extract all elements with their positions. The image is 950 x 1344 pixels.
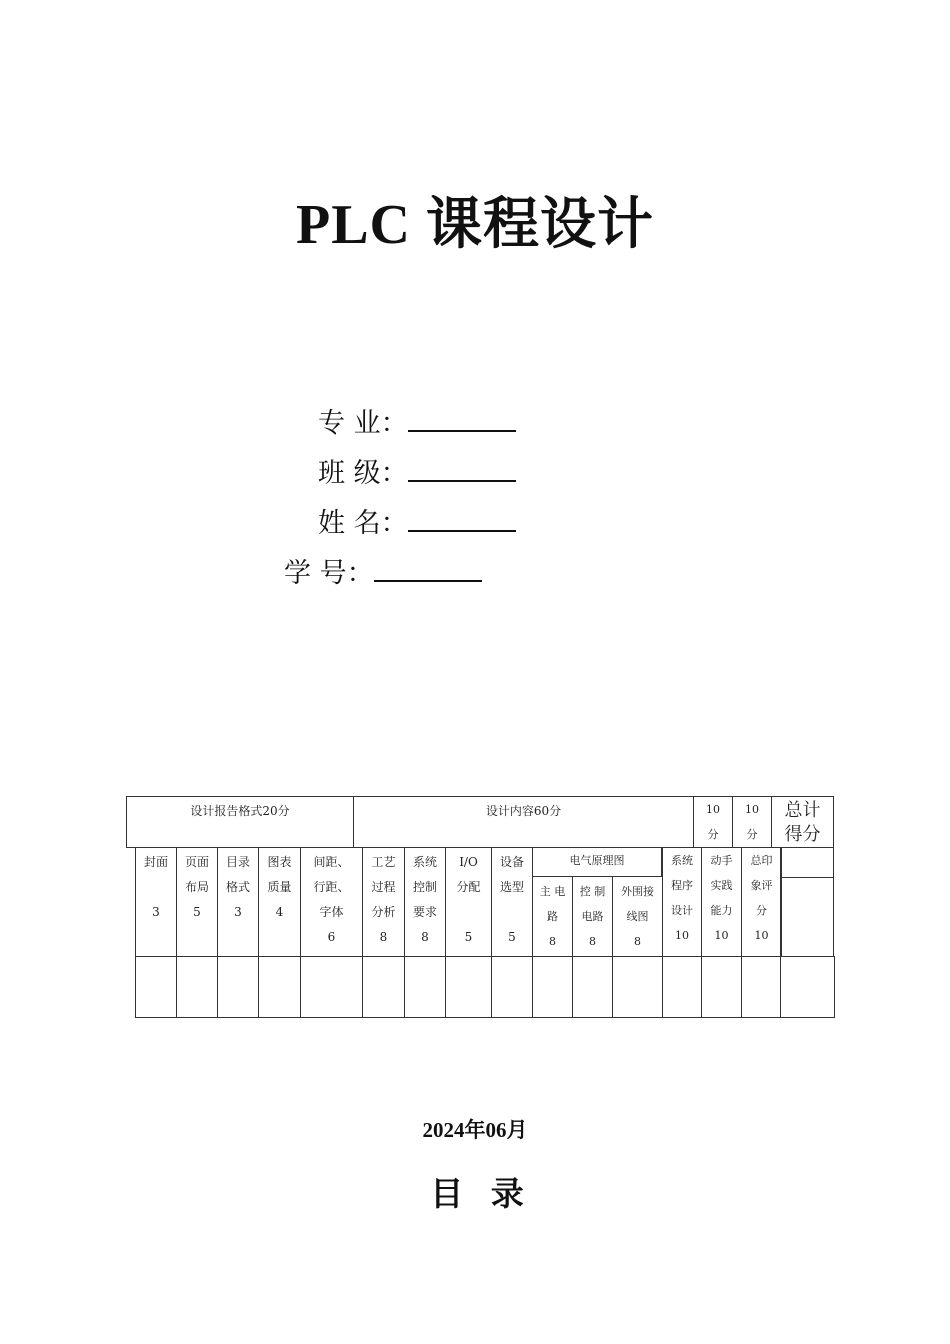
major-field: [318, 406, 516, 441]
right-item-cell-2-line: 能力: [710, 904, 733, 917]
item-cell-5-line: 行距、: [313, 880, 350, 894]
item-cell-2: [176, 847, 218, 957]
student-id-blank[interactable]: [374, 556, 482, 582]
name-blank[interactable]: [408, 506, 516, 532]
name-label: 姓 名：: [318, 508, 408, 539]
circuit-sub-cell-1-line: 路: [547, 910, 558, 923]
toc-title: 目 录: [430, 1174, 532, 1213]
item-cell-2-line: 页面: [184, 855, 209, 869]
right-item-cell-3-line: 象评: [750, 879, 773, 892]
total-bottom-cell: [780, 877, 834, 957]
circuit-sub-cell-1: [532, 876, 573, 957]
score-10-b-cell-line: 10: [745, 803, 759, 816]
item-cell-8-line: [446, 900, 491, 925]
score-entry-cell[interactable]: [176, 956, 218, 1018]
content-header-cell: [353, 796, 694, 848]
item-cell-7-line: 系统: [412, 855, 437, 869]
item-cell-5-line: 字体: [319, 905, 344, 919]
item-cell-6-line: 过程: [371, 880, 396, 894]
item-cell-7-line: 控制: [412, 880, 437, 894]
right-item-cell-1-line: 程序: [671, 879, 693, 892]
item-cell-8: [445, 847, 492, 957]
score-entry-cell[interactable]: [741, 956, 781, 1018]
score-10-b-cell: [732, 796, 772, 848]
item-cell-5-line: 间距、: [313, 855, 350, 869]
score-entry-cell[interactable]: [404, 956, 446, 1018]
circuit-sub-cell-2: [572, 876, 613, 957]
item-cell-4-line: 4: [275, 905, 284, 919]
score-entry-cell[interactable]: [362, 956, 405, 1018]
item-cell-2-line: 布局: [184, 880, 209, 894]
item-cell-7-line: 要求: [412, 905, 437, 919]
score-entry-cell[interactable]: [491, 956, 533, 1018]
item-cell-9: [491, 847, 533, 957]
circuit-sub-cell-1-line: 主 电: [539, 885, 566, 898]
item-cell-8-line: I/O: [459, 855, 478, 869]
item-cell-1: [135, 847, 177, 957]
item-cell-2-line: 5: [193, 905, 201, 919]
score-entry-cell[interactable]: [217, 956, 259, 1018]
score-entry-cell[interactable]: [135, 956, 177, 1018]
circuit-header-cell-line: 电气原理图: [569, 854, 625, 867]
date: 2024年06月: [422, 1118, 528, 1142]
item-cell-4-line: 图表: [267, 855, 292, 869]
format-header-cell-line: 设计报告格式20分: [190, 804, 290, 818]
student-id-label: 学 号：: [284, 558, 374, 589]
right-item-cell-2-line: 实践: [710, 879, 733, 892]
item-cell-9-line: 5: [508, 930, 516, 944]
circuit-sub-cell-3-line: 线图: [626, 910, 649, 923]
item-cell-6-line: 工艺: [371, 855, 396, 869]
right-item-cell-3-line: 分: [756, 904, 767, 917]
circuit-sub-cell-2-line: 控 制: [579, 885, 606, 898]
score-10-a-cell-line: 分: [707, 828, 719, 841]
class-field: [318, 456, 516, 491]
score-entry-cell[interactable]: [701, 956, 742, 1018]
item-cell-8-line: 5: [464, 930, 473, 944]
circuit-sub-cell-3-line: 8: [634, 935, 641, 948]
circuit-sub-cell-2-line: 8: [589, 935, 596, 948]
circuit-sub-cell-3: [612, 876, 663, 957]
item-cell-4-line: 质量: [267, 880, 292, 894]
item-cell-7: [404, 847, 446, 957]
item-cell-3-line: 3: [234, 905, 242, 919]
item-cell-5-line: 6: [327, 930, 336, 944]
right-item-cell-1-line: 10: [675, 929, 689, 942]
name-field: [318, 506, 516, 541]
circuit-sub-cell-3-line: 外围接: [621, 885, 654, 898]
right-item-cell-1-line: 系统: [671, 854, 693, 867]
score-entry-cell[interactable]: [662, 956, 702, 1018]
right-item-cell-3-line: 10: [754, 929, 769, 942]
score-10-a-cell: [693, 796, 733, 848]
item-cell-9-line: 选型: [499, 880, 524, 894]
score-entry-cell[interactable]: [780, 956, 835, 1018]
total-top-cell: [780, 847, 834, 878]
score-10-b-cell-line: 分: [746, 828, 758, 841]
format-header-cell: [126, 796, 354, 848]
item-cell-1-line: [136, 875, 176, 900]
score-entry-cell[interactable]: [445, 956, 492, 1018]
right-item-cell-2-line: 动手: [710, 854, 733, 867]
score-10-a-cell-line: 10: [706, 803, 720, 816]
class-blank[interactable]: [408, 456, 516, 482]
item-cell-5: [300, 847, 363, 957]
item-cell-6-line: 分析: [371, 905, 396, 919]
class-label: 班 级：: [318, 458, 408, 489]
item-cell-1-line: 3: [152, 905, 160, 919]
document-title: PLC 课程设计: [296, 194, 654, 256]
item-cell-4: [258, 847, 301, 957]
item-cell-3-line: 格式: [225, 880, 250, 894]
right-item-cell-3: [741, 847, 782, 957]
score-entry-cell[interactable]: [612, 956, 663, 1018]
score-entry-cell[interactable]: [300, 956, 363, 1018]
total-score-cell-line: 总计: [784, 800, 821, 821]
item-cell-9-line: [492, 900, 532, 925]
item-cell-8-line: 分配: [456, 880, 481, 894]
circuit-sub-cell-2-line: 电路: [581, 910, 604, 923]
item-cell-6: [362, 847, 405, 957]
right-item-cell-1-line: 设计: [671, 904, 693, 917]
right-item-cell-2: [701, 847, 742, 957]
content-header-cell-line: 设计内容60分: [485, 804, 562, 818]
total-score-cell: [771, 796, 834, 848]
item-cell-3-line: 目录: [225, 855, 250, 869]
major-label: 专 业：: [318, 408, 408, 439]
item-cell-1-line: 封面: [143, 855, 168, 869]
total-score-cell-line: 得分: [784, 824, 821, 845]
right-item-cell-1: [662, 847, 702, 957]
score-entry-cell[interactable]: [572, 956, 613, 1018]
right-item-cell-3-line: 总印: [750, 854, 773, 867]
score-entry-cell[interactable]: [258, 956, 301, 1018]
item-cell-7-line: 8: [421, 930, 429, 944]
item-cell-9-line: 设备: [499, 855, 524, 869]
student-id-field: [284, 556, 482, 591]
right-item-cell-2-line: 10: [714, 929, 729, 942]
score-entry-cell[interactable]: [532, 956, 573, 1018]
circuit-header-cell: [532, 847, 662, 877]
item-cell-3: [217, 847, 259, 957]
item-cell-6-line: 8: [379, 930, 388, 944]
major-blank[interactable]: [408, 406, 516, 432]
circuit-sub-cell-1-line: 8: [549, 935, 556, 948]
